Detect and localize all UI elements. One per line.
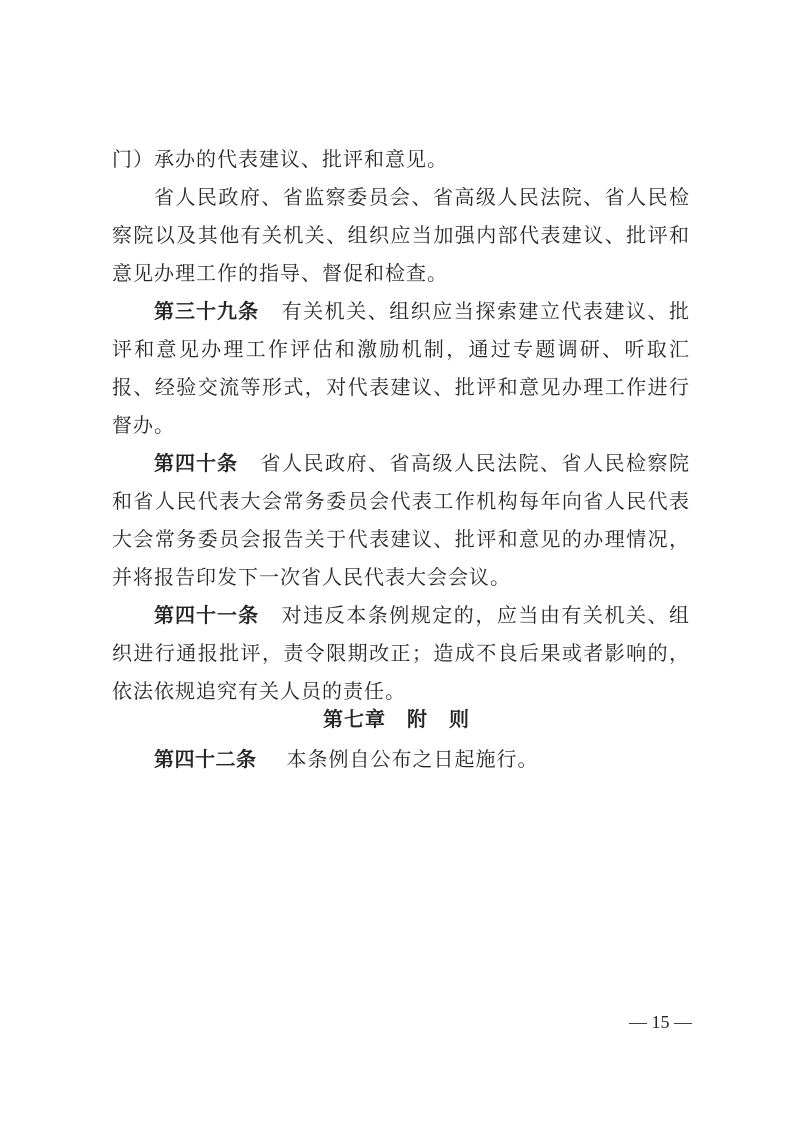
- paragraph-continuation: [112, 140, 690, 178]
- article-text: 有关机关、组织应当探索建立代表建议、批评和意见办理工作评估和激励机制，通过专题调研、听取汇报、经验交流等形式，对代表建议、批评和意见办理工作进行督办。: [112, 299, 691, 437]
- article-heading: 第四十条: [154, 451, 238, 475]
- article-heading: 第四十一条: [154, 603, 260, 627]
- chapter-heading: 第七章 附 则: [323, 707, 470, 731]
- article-41: [112, 596, 690, 710]
- paragraph-text: 省人民政府、省监察委员会、省高级人民法院、省人民检察院以及其他有关机关、组织应当加强内部代表建议、批评和意见办理工作的指导、督促和检查。: [112, 185, 690, 285]
- article-heading: 第四十二条: [154, 747, 257, 771]
- article-42: [154, 740, 539, 778]
- page-number: — 15 —: [629, 1012, 692, 1032]
- article-text: 省人民政府、省高级人民法院、省人民检察院和省人民代表大会常务委员会代表工作机构每年向省人民代表大会常务委员会报告关于代表建议、批评和意见的办理情况，并将报告印发下一次省人民代表大会会议。: [112, 451, 690, 589]
- article-heading: 第三十九条: [154, 299, 260, 323]
- article-text: 对违反本条例规定的，应当由有关机关、组织进行通报批评，责令限期改正；造成不良后果或者影响的，依法依规追究有关人员的责任。: [112, 603, 691, 703]
- body-text: [112, 140, 690, 710]
- article-39: [112, 292, 690, 444]
- article-text: 本条例自公布之日起施行。: [286, 747, 539, 771]
- article-40: [112, 444, 690, 596]
- paragraph: [112, 178, 690, 292]
- paragraph-text: 门）承办的代表建议、批评和意见。: [112, 147, 448, 171]
